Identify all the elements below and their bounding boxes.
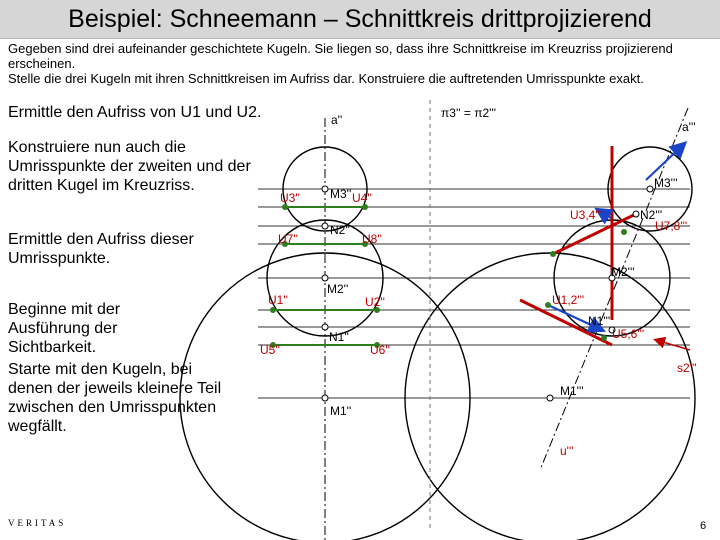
point-u12-side: [545, 302, 551, 308]
label-m3-side: M3''': [654, 176, 678, 190]
veritas-logo: [8, 518, 66, 528]
label-n1-side: N1''': [588, 314, 611, 328]
page-title: Beispiel: Schneemann – Schnittkreis drittprojizierend: [0, 0, 720, 39]
point-m1-front: [322, 395, 328, 401]
step-1-text: Ermittle den Aufriss von U1 und U2.: [8, 104, 262, 121]
side-view-spheres: [405, 147, 695, 540]
label-pi: π3'' = π2''': [441, 106, 497, 120]
point-u1-front: [270, 307, 276, 313]
intersection-circles-side: [520, 146, 636, 345]
task-line-2: Stelle die drei Kugeln mit ihren Schnittkreisen im Aufriss dar. Konstruiere die auftretenden Umrisspunkte exakt.: [8, 71, 644, 86]
label-a2: a'': [331, 113, 343, 127]
label-m1-side: M1''': [560, 384, 584, 398]
step-5-text: Starte mit den Kugeln, bei denen der jeweils kleinere Teil zwischen den Umrisspunkten wegfällt.: [8, 361, 222, 435]
label-u78-side: U7,8''': [655, 219, 688, 233]
label-n2-front: N2'': [330, 223, 350, 237]
label-u56-side: U5,6''': [612, 327, 645, 341]
point-m1-side: [547, 395, 553, 401]
label-n2-side: N2''': [640, 208, 663, 222]
label-u5-front: U5'': [260, 343, 280, 357]
construction-points: [322, 186, 653, 401]
label-m2-side: M2''': [611, 265, 635, 279]
label-u1-front: U1'': [268, 293, 288, 307]
label-u8-front: U8'': [362, 232, 382, 246]
point-u34-side: [550, 251, 556, 257]
label-n1-front: N1'': [329, 330, 349, 344]
label-a3: a''': [682, 120, 696, 134]
point-u56-side: [601, 335, 607, 341]
label-m2-front: M2'': [327, 282, 349, 296]
step-2-text: Konstruiere nun auch die Umrisspunkte der zweiten und der dritten Kugel im Kreuzriss.: [8, 139, 251, 194]
label-u34-side: U3,4''': [570, 208, 603, 222]
point-m3-front: [322, 186, 328, 192]
step-3-text: Ermittle den Aufriss dieser Umrisspunkte.: [8, 231, 194, 267]
point-n1-front: [322, 324, 328, 330]
point-n2-front: [322, 223, 328, 229]
label-u2-front: U2'': [365, 295, 385, 309]
point-m3-side: [647, 186, 653, 192]
page-number: 6: [700, 520, 707, 532]
logo-text: VERITAS: [8, 518, 67, 528]
point-u78-side: [621, 229, 627, 235]
point-n2-side: [633, 211, 639, 217]
step-4-text: Beginne mit der Ausführung der Sichtbarkeit.: [8, 301, 121, 356]
label-s2-side: s2''': [677, 361, 697, 375]
label-u4-front: U4'': [352, 191, 372, 205]
label-u12-side: U1,2''': [552, 293, 585, 307]
label-u3-front: U3'': [280, 191, 300, 205]
label-m1-front: M1'': [330, 404, 352, 418]
label-u6-front: U6'': [370, 343, 390, 357]
task-line-1: Gegeben sind drei aufeinander geschichtete Kugeln. Sie liegen so, dass ihre Schnittkreise im Kreuzriss projizierend erscheinen.: [8, 41, 673, 71]
point-m2-front: [322, 275, 328, 281]
label-m3-front: M3'': [330, 187, 352, 201]
label-u3-side: u''': [560, 444, 574, 458]
label-u7-front: U7'': [278, 232, 298, 246]
